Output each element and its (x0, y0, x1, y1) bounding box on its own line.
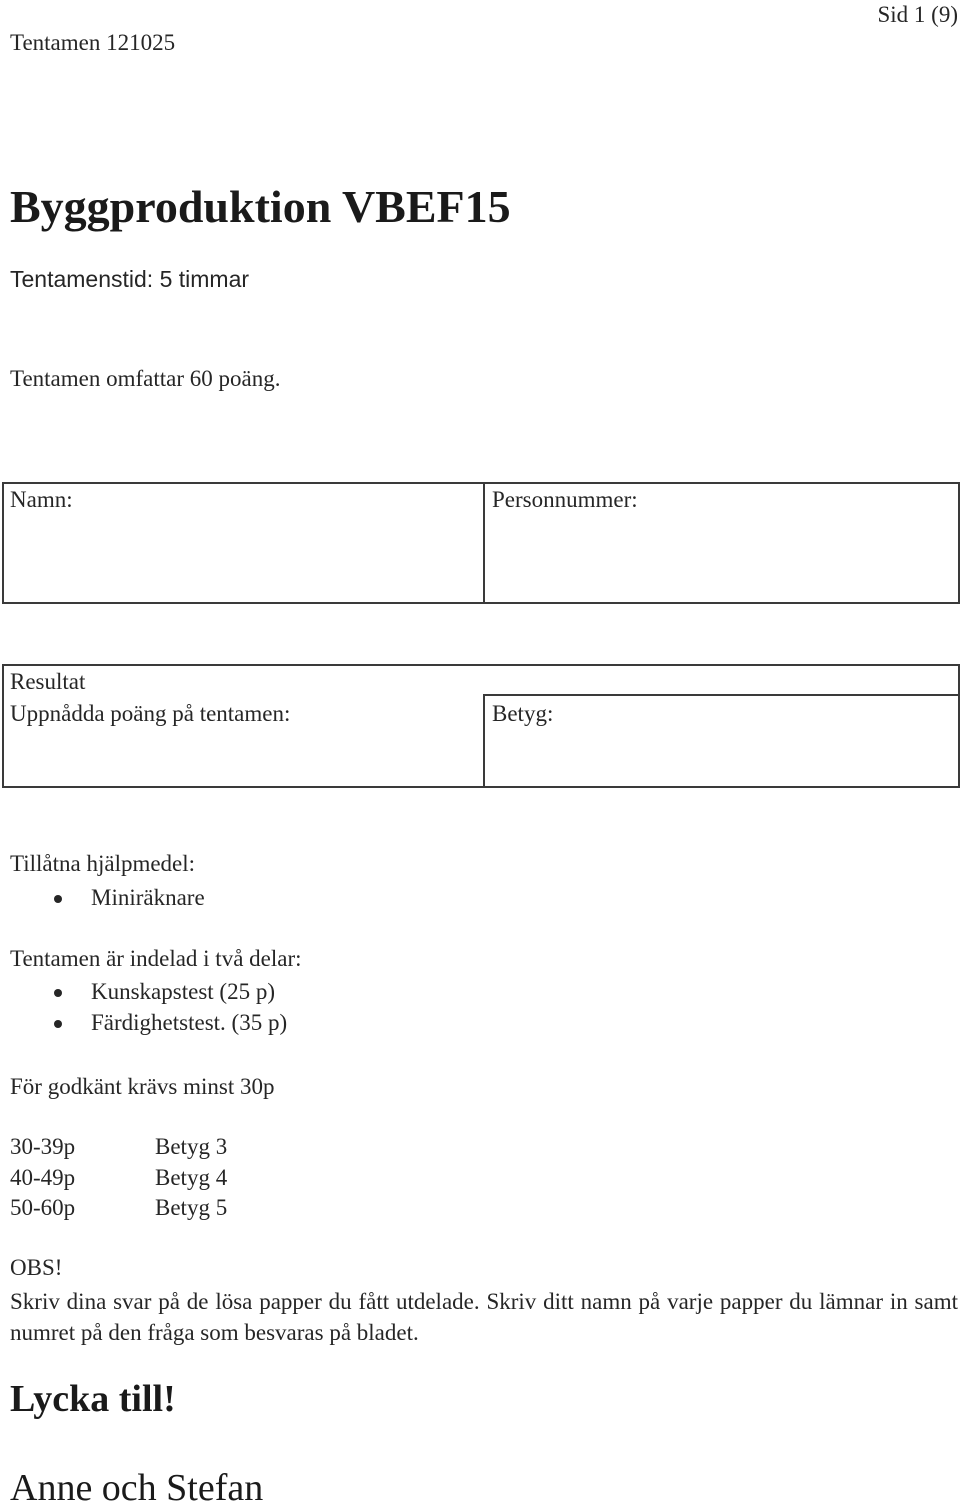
grade-label: Betyg: (492, 701, 554, 726)
signature: Anne och Stefan (10, 1467, 264, 1509)
personal-number-field-label: Personnummer: (492, 487, 638, 512)
grade-range: 40-49p (10, 1165, 76, 1190)
bullet-icon (54, 895, 62, 903)
grade-value: Betyg 5 (155, 1195, 228, 1220)
identity-table-border (2, 482, 960, 604)
page-number: Sid 1 (9) (877, 2, 958, 27)
name-field-label: Namn: (10, 487, 73, 512)
identity-table-divider (483, 482, 485, 604)
points-achieved-label: Uppnådda poäng på tentamen: (10, 701, 291, 726)
page-title: Byggproduktion VBEF15 (10, 181, 511, 232)
bullet-icon (54, 1020, 62, 1028)
result-table-divider (483, 694, 485, 788)
parts-item: Kunskapstest (25 p) (91, 979, 275, 1004)
exam-id: Tentamen 121025 (10, 30, 176, 55)
notice-heading: OBS! (10, 1255, 63, 1280)
grade-range: 30-39p (10, 1134, 76, 1159)
grade-range: 50-60p (10, 1195, 76, 1220)
bullet-icon (54, 989, 62, 997)
result-table-header-divider (483, 694, 960, 696)
grade-value: Betyg 4 (155, 1165, 228, 1190)
aids-item: Miniräknare (91, 885, 205, 910)
notice-text: Skriv dina svar på de lösa papper du fått utdelade. Skriv ditt namn på varje papper du lämnar in samt numret på den fråga som besvaras på bladet. (10, 1289, 958, 1345)
pass-requirement: För godkänt krävs minst 30p (10, 1074, 275, 1099)
parts-heading: Tentamen är indelad i två delar: (10, 946, 302, 971)
parts-item: Färdighetstest. (35 p) (91, 1010, 288, 1035)
result-heading: Resultat (10, 669, 86, 694)
grade-value: Betyg 3 (155, 1134, 228, 1159)
exam-total-points: Tentamen omfattar 60 poäng. (10, 366, 281, 391)
exam-duration: Tentamenstid: 5 timmar (10, 266, 250, 292)
aids-heading: Tillåtna hjälpmedel: (10, 851, 196, 876)
closing-greeting: Lycka till! (10, 1378, 176, 1420)
result-table-border (2, 664, 960, 788)
